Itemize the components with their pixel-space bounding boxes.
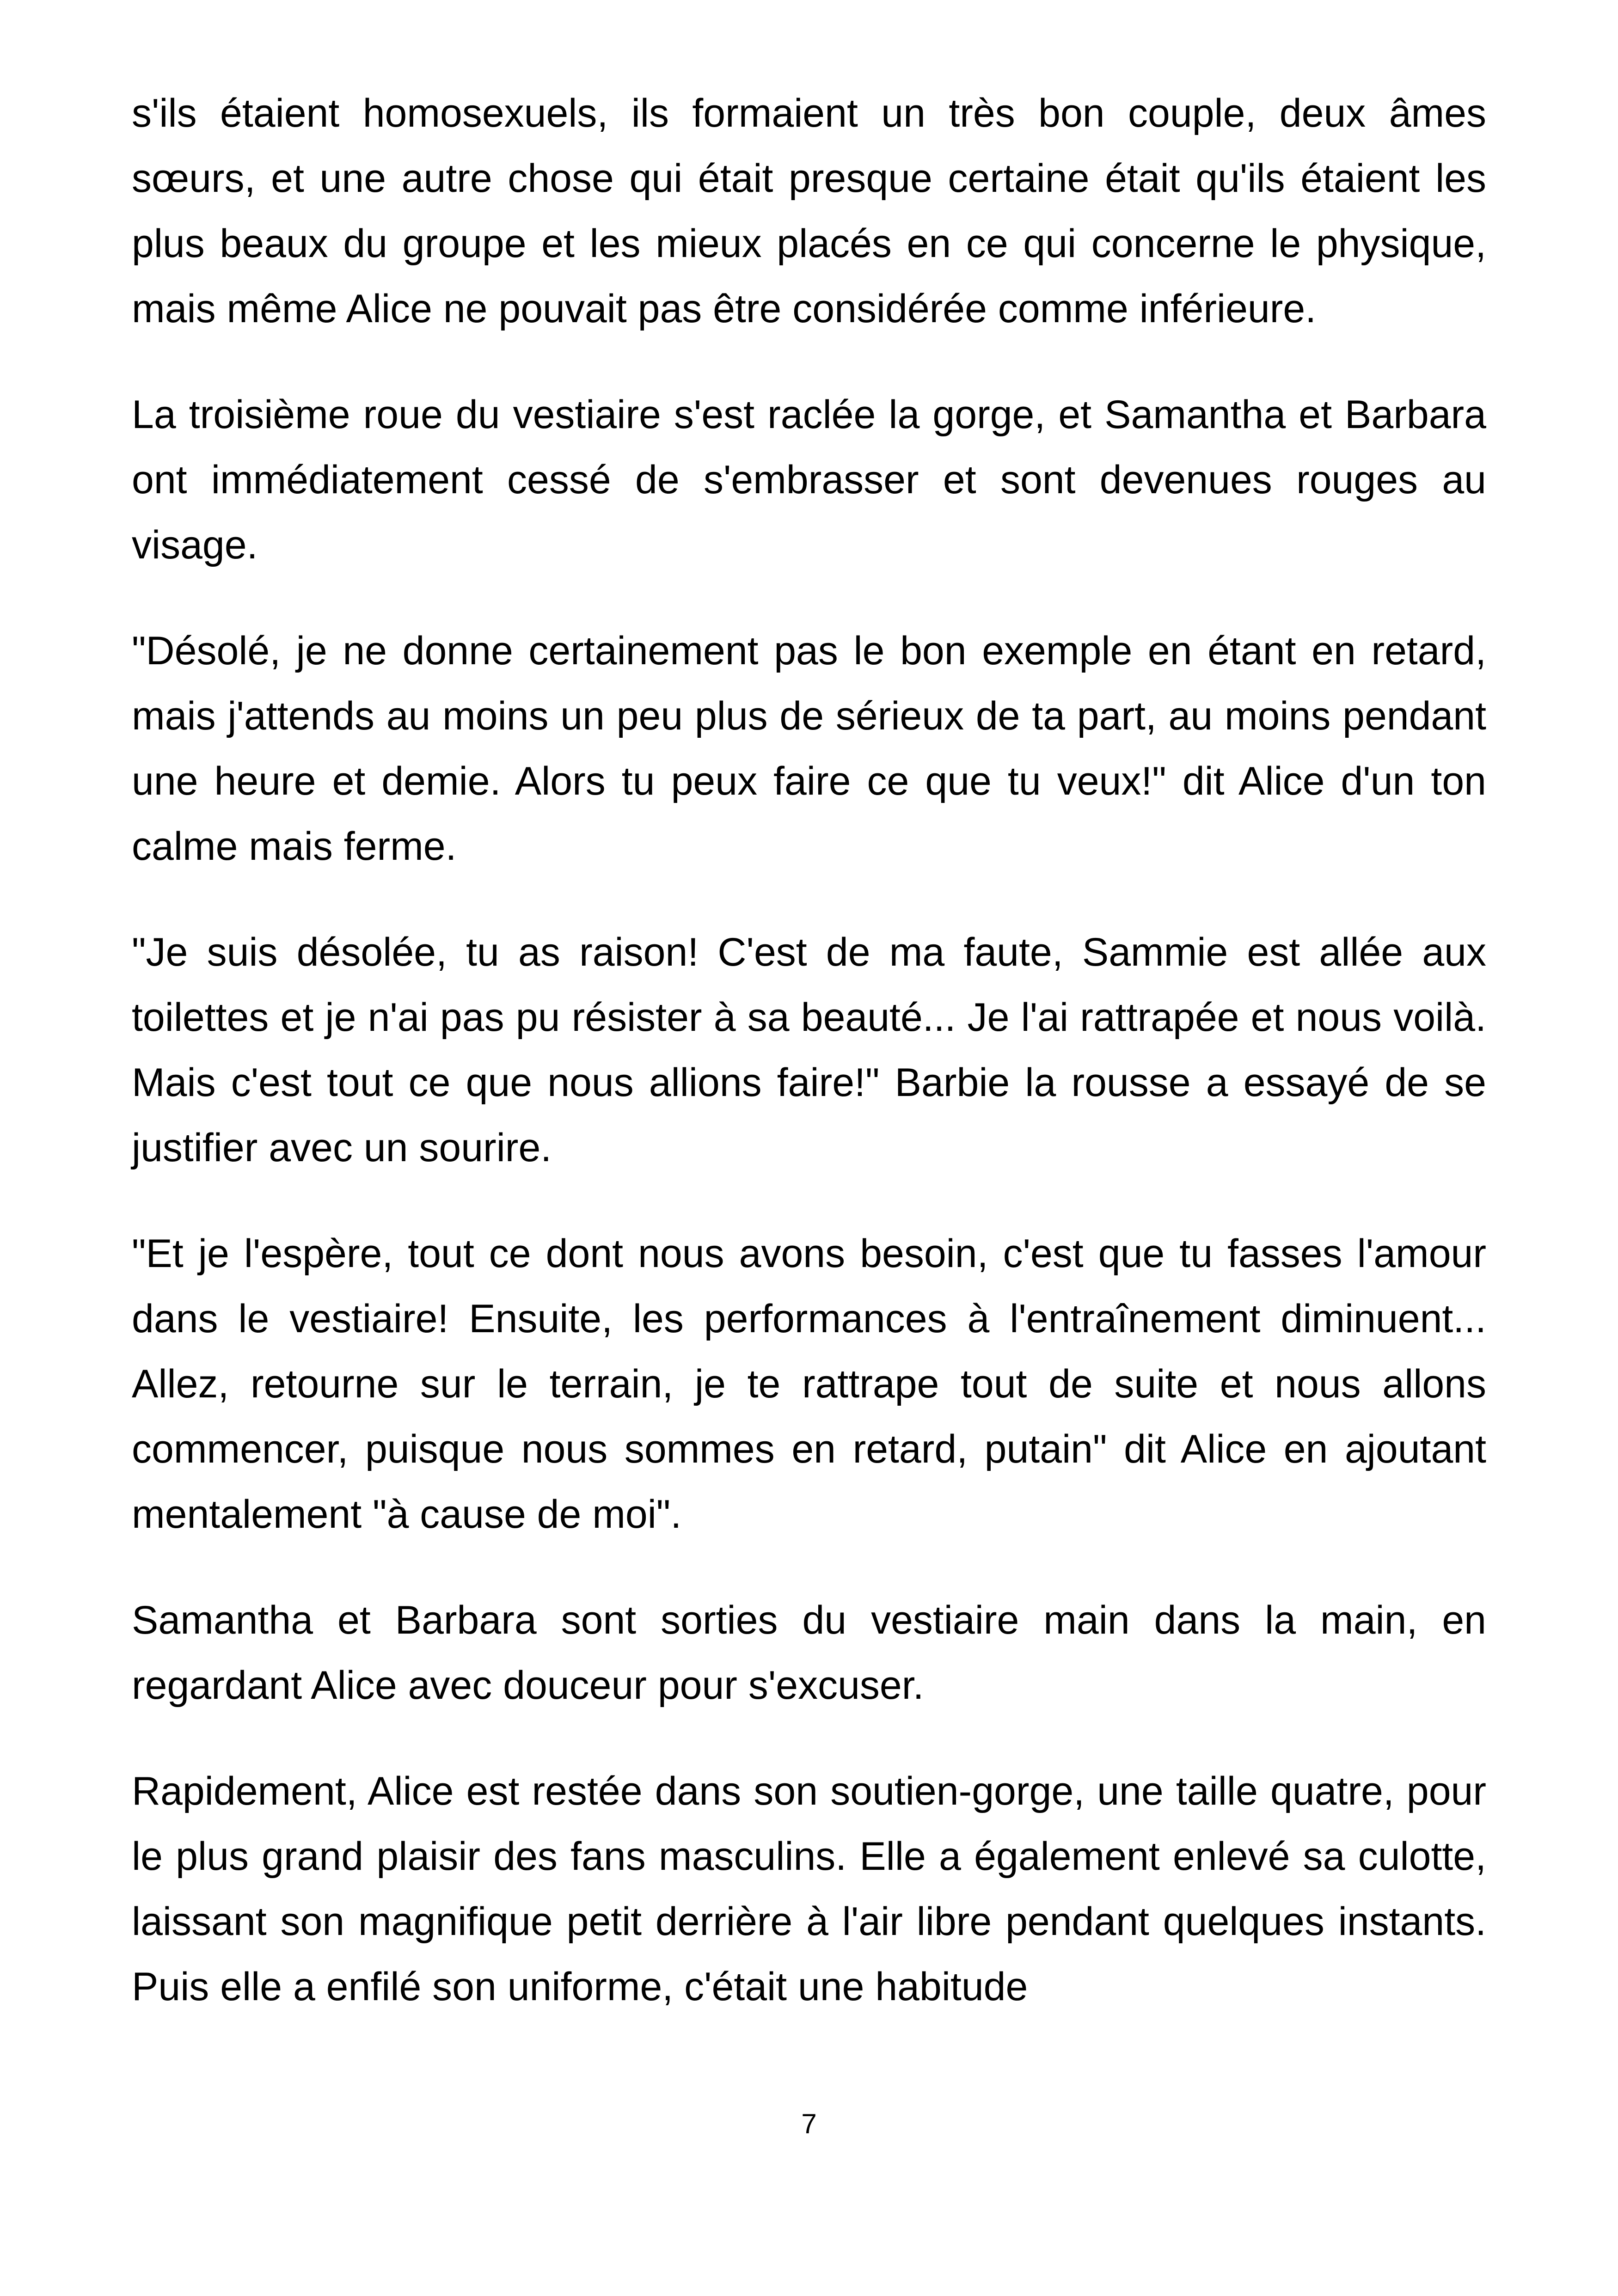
paragraph-1: s'ils étaient homosexuels, ils formaient un très bon couple, deux âmes sœurs, et une autre chose qui était presque certaine était qu'ils étaient les plus beaux du groupe et les mieux placés en ce qui concerne le physique, mais même Alice ne pouvait pas être considérée comme inférieure. [132, 91, 1486, 331]
paragraph-2: La troisième roue du vestiaire s'est raclée la gorge, et Samantha et Barbara ont immédiatement cessé de s'embrasser et sont devenues rouges au visage. [132, 392, 1486, 567]
page-body [132, 81, 1486, 2060]
paragraph-3: "Désolé, je ne donne certainement pas le bon exemple en étant en retard, mais j'attends au moins un peu plus de sérieux de ta part, au moins pendant une heure et demie. Alors tu peux faire ce que tu veux!" dit Alice d'un ton calme mais ferme. [132, 629, 1486, 869]
paragraph-5: "Et je l'espère, tout ce dont nous avons besoin, c'est que tu fasses l'amour dans le vestiaire! Ensuite, les performances à l'entraînement diminuent... Allez, retourne sur le terrain, je te rattrape tout de suite et nous allons commencer, puisque nous sommes en retard, putain" dit Alice en ajoutant mentalement "à cause de moi". [132, 1231, 1486, 1537]
page-number: 7 [801, 2108, 817, 2139]
paragraph-6: Samantha et Barbara sont sorties du vestiaire main dans la main, en regardant Alice avec douceur pour s'excuser. [132, 1598, 1486, 1708]
paragraph-7: Rapidement, Alice est restée dans son soutien-gorge, une taille quatre, pour le plus grand plaisir des fans masculins. Elle a également enlevé sa culotte, laissant son magnifique petit derrière à l'air libre pendant quelques instants. Puis elle a enfilé son uniforme, c'était une habitude [132, 1769, 1486, 2009]
paragraph-4: "Je suis désolée, tu as raison! C'est de ma faute, Sammie est allée aux toilettes et je n'ai pas pu résister à sa beauté... Je l'ai rattrapée et nous voilà. Mais c'est tout ce que nous allions faire!" Barbie la rousse a essayé de se justifier avec un sourire. [132, 930, 1486, 1170]
